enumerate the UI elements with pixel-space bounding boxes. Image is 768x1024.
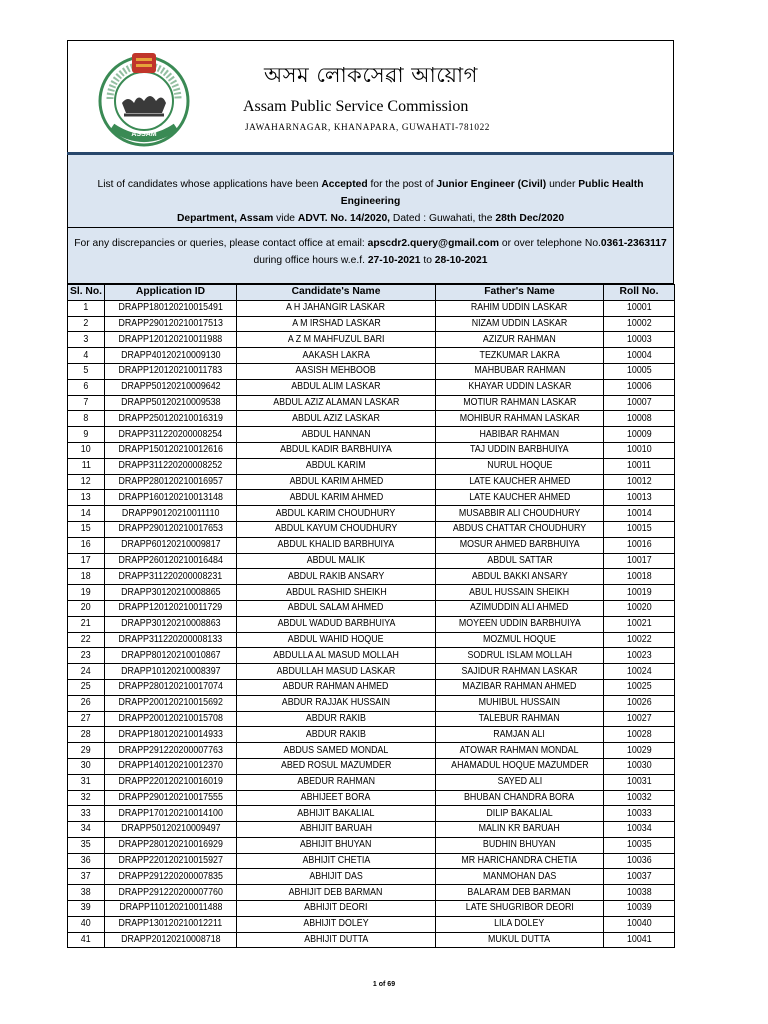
col-sl-no: Sl. No. xyxy=(68,285,105,301)
candidate-name-cell: ABDUL HANNAN xyxy=(237,427,436,443)
table-row xyxy=(68,537,675,553)
roll-no-cell: 10006 xyxy=(604,379,675,395)
application-id-cell: DRAPP20120210008718 xyxy=(105,932,237,948)
sl-no-cell: 14 xyxy=(68,506,105,522)
candidate-name-cell: ABDUL AZIZ ALAMAN LASKAR xyxy=(237,395,436,411)
sl-no-cell: 40 xyxy=(68,916,105,932)
candidate-name-cell: AASISH MEHBOOB xyxy=(237,363,436,379)
candidate-name-cell: ABDUR RAKIB xyxy=(237,727,436,743)
table-row xyxy=(68,616,675,632)
application-id-cell: DRAPP220120210015927 xyxy=(105,853,237,869)
roll-no-cell: 10002 xyxy=(604,316,675,332)
candidate-name-cell: ABHIJIT BARUAH xyxy=(237,822,436,838)
application-id-cell: DRAPP311220200008231 xyxy=(105,569,237,585)
father-name-cell: MALIN KR BARUAH xyxy=(436,822,604,838)
application-id-cell: DRAPP291220200007760 xyxy=(105,885,237,901)
roll-no-cell: 10007 xyxy=(604,395,675,411)
roll-no-cell: 10032 xyxy=(604,790,675,806)
father-name-cell: AZIMUDDIN ALI AHMED xyxy=(436,600,604,616)
roll-no-cell: 10010 xyxy=(604,442,675,458)
application-id-cell: DRAPP40120210009130 xyxy=(105,348,237,364)
application-id-cell: DRAPP140120210012370 xyxy=(105,758,237,774)
table-row xyxy=(68,885,675,901)
sl-no-cell: 20 xyxy=(68,600,105,616)
sl-no-cell: 24 xyxy=(68,664,105,680)
sl-no-cell: 2 xyxy=(68,316,105,332)
roll-no-cell: 10040 xyxy=(604,916,675,932)
page-number: 1 of 69 xyxy=(372,981,396,988)
sl-no-cell: 34 xyxy=(68,822,105,838)
candidate-name-cell: ABDUL KADIR BARBHUIYA xyxy=(237,442,436,458)
sl-no-cell: 30 xyxy=(68,758,105,774)
roll-no-cell: 10019 xyxy=(604,585,675,601)
father-name-cell: BHUBAN CHANDRA BORA xyxy=(436,790,604,806)
address: JAWAHARNAGAR, KHANAPARA, GUWAHATI-781022 xyxy=(245,122,490,132)
roll-no-cell: 10023 xyxy=(604,648,675,664)
candidate-name-cell: ABDUL WADUD BARBHUIYA xyxy=(237,616,436,632)
candidate-name-cell: ABDUL ALIM LASKAR xyxy=(237,379,436,395)
roll-no-cell: 10020 xyxy=(604,600,675,616)
table-row xyxy=(68,711,675,727)
sl-no-cell: 15 xyxy=(68,521,105,537)
father-name-cell: HABIBAR RAHMAN xyxy=(436,427,604,443)
application-id-cell: DRAPP90120210011110 xyxy=(105,506,237,522)
table-body xyxy=(68,300,675,948)
father-name-cell: ATOWAR RAHMAN MONDAL xyxy=(436,743,604,759)
roll-no-cell: 10025 xyxy=(604,679,675,695)
table-row xyxy=(68,901,675,917)
table-row xyxy=(68,916,675,932)
roll-no-cell: 10034 xyxy=(604,822,675,838)
sl-no-cell: 8 xyxy=(68,411,105,427)
father-name-cell: MUHIBUL HUSSAIN xyxy=(436,695,604,711)
sl-no-cell: 38 xyxy=(68,885,105,901)
table-row xyxy=(68,427,675,443)
candidate-name-cell: ABHIJIT DEB BARMAN xyxy=(237,885,436,901)
contact-email: apscdr2.query@gmail.com xyxy=(367,238,500,249)
roll-no-cell: 10024 xyxy=(604,664,675,680)
candidate-name-cell: A M IRSHAD LASKAR xyxy=(237,316,436,332)
candidate-name-cell: ABDUL MALIK xyxy=(237,553,436,569)
contact-phone: 0361-2363117 xyxy=(600,238,667,249)
roll-no-cell: 10030 xyxy=(604,758,675,774)
father-name-cell: SAJIDUR RAHMAN LASKAR xyxy=(436,664,604,680)
father-name-cell: MAHBUBAR RAHMAN xyxy=(436,363,604,379)
table-row xyxy=(68,521,675,537)
table-row xyxy=(68,474,675,490)
roll-no-cell: 10028 xyxy=(604,727,675,743)
roll-no-cell: 10013 xyxy=(604,490,675,506)
roll-no-cell: 10035 xyxy=(604,837,675,853)
application-id-cell: DRAPP120120210011783 xyxy=(105,363,237,379)
table-row xyxy=(68,363,675,379)
table-row xyxy=(68,822,675,838)
application-id-cell: DRAPP290120210017513 xyxy=(105,316,237,332)
sl-no-cell: 17 xyxy=(68,553,105,569)
sl-no-cell: 4 xyxy=(68,348,105,364)
application-id-cell: DRAPP50120210009538 xyxy=(105,395,237,411)
application-id-cell: DRAPP280120210016957 xyxy=(105,474,237,490)
candidate-name-cell: ABDUL KARIM xyxy=(237,458,436,474)
application-id-cell: DRAPP120120210011729 xyxy=(105,600,237,616)
table-row xyxy=(68,379,675,395)
roll-no-cell: 10008 xyxy=(604,411,675,427)
father-name-cell: ABDUS CHATTAR CHOUDHURY xyxy=(436,521,604,537)
application-id-cell: DRAPP311220200008133 xyxy=(105,632,237,648)
table-row xyxy=(68,837,675,853)
sl-no-cell: 18 xyxy=(68,569,105,585)
candidate-name-cell: ABDUL KARIM CHOUDHURY xyxy=(237,506,436,522)
application-id-cell: DRAPP311220200008254 xyxy=(105,427,237,443)
application-id-cell: DRAPP30120210008863 xyxy=(105,616,237,632)
sl-no-cell: 22 xyxy=(68,632,105,648)
sl-no-cell: 9 xyxy=(68,427,105,443)
roll-no-cell: 10016 xyxy=(604,537,675,553)
col-roll-no: Roll No. xyxy=(604,285,675,301)
candidate-name-cell: ABDUL AZIZ LASKAR xyxy=(237,411,436,427)
roll-no-cell: 10015 xyxy=(604,521,675,537)
father-name-cell: MUSABBIR ALI CHOUDHURY xyxy=(436,506,604,522)
roll-no-cell: 10037 xyxy=(604,869,675,885)
table-row xyxy=(68,395,675,411)
application-id-cell: DRAPP250120210016319 xyxy=(105,411,237,427)
candidate-name-cell: ABDUR RAHMAN AHMED xyxy=(237,679,436,695)
table-row xyxy=(68,490,675,506)
candidate-name-cell: ABEDUR RAHMAN xyxy=(237,774,436,790)
father-name-cell: MOSUR AHMED BARBHUIYA xyxy=(436,537,604,553)
col-candidate-name: Candidate's Name xyxy=(237,285,436,301)
table-row xyxy=(68,585,675,601)
table-row xyxy=(68,932,675,948)
candidate-name-cell: ABHIJIT BHUYAN xyxy=(237,837,436,853)
sl-no-cell: 19 xyxy=(68,585,105,601)
father-name-cell: MOZMUL HOQUE xyxy=(436,632,604,648)
application-id-cell: DRAPP291220200007763 xyxy=(105,743,237,759)
father-name-cell: MR HARICHANDRA CHETIA xyxy=(436,853,604,869)
application-id-cell: DRAPP150120210012616 xyxy=(105,442,237,458)
roll-no-cell: 10038 xyxy=(604,885,675,901)
father-name-cell: TEZKUMAR LAKRA xyxy=(436,348,604,364)
table-row xyxy=(68,569,675,585)
candidate-name-cell: A H JAHANGIR LASKAR xyxy=(237,300,436,316)
sl-no-cell: 21 xyxy=(68,616,105,632)
father-name-cell: TAJ UDDIN BARBHUIYA xyxy=(436,442,604,458)
application-id-cell: DRAPP120120210011988 xyxy=(105,332,237,348)
application-id-cell: DRAPP10120210008397 xyxy=(105,664,237,680)
candidate-name-cell: ABDUL RASHID SHEIKH xyxy=(237,585,436,601)
father-name-cell: SAYED ALI xyxy=(436,774,604,790)
roll-no-cell: 10003 xyxy=(604,332,675,348)
roll-no-cell: 10031 xyxy=(604,774,675,790)
table-row xyxy=(68,664,675,680)
father-name-cell: LATE KAUCHER AHMED xyxy=(436,474,604,490)
roll-no-cell: 10022 xyxy=(604,632,675,648)
roll-no-cell: 10001 xyxy=(604,300,675,316)
table-row xyxy=(68,758,675,774)
contact-notice: For any discrepancies or queries, please contact office at email: apscdr2.query@gmail.com or over telephone No.0361-2363117 during office hours w.e.f. 27-10-2021 to 28-10-2021 xyxy=(67,227,674,284)
sl-no-cell: 31 xyxy=(68,774,105,790)
candidate-name-cell: ABHIJEET BORA xyxy=(237,790,436,806)
table-row xyxy=(68,316,675,332)
candidate-name-cell: ABDUL KHALID BARBHUIYA xyxy=(237,537,436,553)
col-application-id: Application ID xyxy=(105,285,237,301)
father-name-cell: BUDHIN BHUYAN xyxy=(436,837,604,853)
table-row xyxy=(68,853,675,869)
father-name-cell: KHAYAR UDDIN LASKAR xyxy=(436,379,604,395)
accepted-notice: List of candidates whose applications have been Accepted for the post of Junior Engineer (Civil) under Public Health Engineering Department, Assam vide ADVT. No. 14/2020, Dated : Guwahati, the 28th Dec/2020 xyxy=(67,155,674,227)
father-name-cell: MUKUL DUTTA xyxy=(436,932,604,948)
letterhead xyxy=(67,40,674,152)
application-id-cell: DRAPP200120210015708 xyxy=(105,711,237,727)
application-id-cell: DRAPP291220200007835 xyxy=(105,869,237,885)
apsc-seal-logo xyxy=(92,49,196,147)
father-name-cell: AHAMADUL HOQUE MAZUMDER xyxy=(436,758,604,774)
father-name-cell: LATE SHUGRIBOR DEORI xyxy=(436,901,604,917)
table-row xyxy=(68,506,675,522)
table-row xyxy=(68,348,675,364)
table-row xyxy=(68,806,675,822)
table-row xyxy=(68,869,675,885)
table-row xyxy=(68,553,675,569)
sl-no-cell: 16 xyxy=(68,537,105,553)
candidate-table xyxy=(67,284,675,948)
sl-no-cell: 32 xyxy=(68,790,105,806)
father-name-cell: DILIP BAKALIAL xyxy=(436,806,604,822)
table-row xyxy=(68,695,675,711)
candidate-name-cell: ABDUL SALAM AHMED xyxy=(237,600,436,616)
document-page xyxy=(67,40,674,948)
sl-no-cell: 27 xyxy=(68,711,105,727)
sl-no-cell: 13 xyxy=(68,490,105,506)
roll-no-cell: 10026 xyxy=(604,695,675,711)
application-id-cell: DRAPP130120210012211 xyxy=(105,916,237,932)
svg-text:ASSAM: ASSAM xyxy=(131,131,157,138)
father-name-cell: RAMJAN ALI xyxy=(436,727,604,743)
roll-no-cell: 10017 xyxy=(604,553,675,569)
sl-no-cell: 3 xyxy=(68,332,105,348)
table-row xyxy=(68,648,675,664)
candidate-name-cell: ABHIJIT DUTTA xyxy=(237,932,436,948)
father-name-cell: RAHIM UDDIN LASKAR xyxy=(436,300,604,316)
candidate-name-cell: ABDUR RAJJAK HUSSAIN xyxy=(237,695,436,711)
father-name-cell: AZIZUR RAHMAN xyxy=(436,332,604,348)
roll-no-cell: 10029 xyxy=(604,743,675,759)
sl-no-cell: 12 xyxy=(68,474,105,490)
father-name-cell: BALARAM DEB BARMAN xyxy=(436,885,604,901)
roll-no-cell: 10011 xyxy=(604,458,675,474)
roll-no-cell: 10005 xyxy=(604,363,675,379)
col-father-name: Father's Name xyxy=(436,285,604,301)
father-name-cell: ABUL HUSSAIN SHEIKH xyxy=(436,585,604,601)
application-id-cell: DRAPP260120210016484 xyxy=(105,553,237,569)
candidate-name-cell: ABDUL RAKIB ANSARY xyxy=(237,569,436,585)
father-name-cell: LILA DOLEY xyxy=(436,916,604,932)
candidate-name-cell: ABHIJIT BAKALIAL xyxy=(237,806,436,822)
candidate-name-cell: ABDUL KAYUM CHOUDHURY xyxy=(237,521,436,537)
table-row xyxy=(68,332,675,348)
roll-no-cell: 10033 xyxy=(604,806,675,822)
candidate-name-cell: ABDUL KARIM AHMED xyxy=(237,490,436,506)
sl-no-cell: 23 xyxy=(68,648,105,664)
application-id-cell: DRAPP50120210009497 xyxy=(105,822,237,838)
table-header-row xyxy=(68,285,675,301)
father-name-cell: MAZIBAR RAHMAN AHMED xyxy=(436,679,604,695)
application-id-cell: DRAPP311220200008252 xyxy=(105,458,237,474)
sl-no-cell: 26 xyxy=(68,695,105,711)
sl-no-cell: 6 xyxy=(68,379,105,395)
roll-no-cell: 10041 xyxy=(604,932,675,948)
candidate-name-cell: ABDUL WAHID HOQUE xyxy=(237,632,436,648)
table-row xyxy=(68,790,675,806)
application-id-cell: DRAPP180120210015491 xyxy=(105,300,237,316)
sl-no-cell: 41 xyxy=(68,932,105,948)
sl-no-cell: 10 xyxy=(68,442,105,458)
roll-no-cell: 10021 xyxy=(604,616,675,632)
sl-no-cell: 28 xyxy=(68,727,105,743)
candidate-name-cell: ABHIJIT DOLEY xyxy=(237,916,436,932)
candidate-name-cell: ABED ROSUL MAZUMDER xyxy=(237,758,436,774)
father-name-cell: MANMOHAN DAS xyxy=(436,869,604,885)
candidate-name-cell: ABDUR RAKIB xyxy=(237,711,436,727)
application-id-cell: DRAPP280120210017074 xyxy=(105,679,237,695)
candidate-name-cell: ABDULLAH MASUD LASKAR xyxy=(237,664,436,680)
roll-no-cell: 10009 xyxy=(604,427,675,443)
candidate-name-cell: AAKASH LAKRA xyxy=(237,348,436,364)
roll-no-cell: 10004 xyxy=(604,348,675,364)
father-name-cell: NIZAM UDDIN LASKAR xyxy=(436,316,604,332)
application-id-cell: DRAPP170120210014100 xyxy=(105,806,237,822)
father-name-cell: MOYEEN UDDIN BARBHUIYA xyxy=(436,616,604,632)
table-row xyxy=(68,632,675,648)
candidate-name-cell: ABHIJIT CHETIA xyxy=(237,853,436,869)
table-row xyxy=(68,600,675,616)
roll-no-cell: 10039 xyxy=(604,901,675,917)
application-id-cell: DRAPP60120210009817 xyxy=(105,537,237,553)
application-id-cell: DRAPP200120210015692 xyxy=(105,695,237,711)
application-id-cell: DRAPP290120210017653 xyxy=(105,521,237,537)
table-row xyxy=(68,411,675,427)
roll-no-cell: 10018 xyxy=(604,569,675,585)
table-row xyxy=(68,679,675,695)
table-row xyxy=(68,774,675,790)
sl-no-cell: 1 xyxy=(68,300,105,316)
sl-no-cell: 37 xyxy=(68,869,105,885)
sl-no-cell: 25 xyxy=(68,679,105,695)
table-row xyxy=(68,458,675,474)
sl-no-cell: 33 xyxy=(68,806,105,822)
application-id-cell: DRAPP30120210008865 xyxy=(105,585,237,601)
application-id-cell: DRAPP50120210009642 xyxy=(105,379,237,395)
application-id-cell: DRAPP290120210017555 xyxy=(105,790,237,806)
application-id-cell: DRAPP110120210011488 xyxy=(105,901,237,917)
application-id-cell: DRAPP80120210010867 xyxy=(105,648,237,664)
candidate-name-cell: ABDULLA AL MASUD MOLLAH xyxy=(237,648,436,664)
roll-no-cell: 10027 xyxy=(604,711,675,727)
application-id-cell: DRAPP280120210016929 xyxy=(105,837,237,853)
sl-no-cell: 11 xyxy=(68,458,105,474)
sl-no-cell: 5 xyxy=(68,363,105,379)
application-id-cell: DRAPP180120210014933 xyxy=(105,727,237,743)
roll-no-cell: 10036 xyxy=(604,853,675,869)
sl-no-cell: 39 xyxy=(68,901,105,917)
sl-no-cell: 36 xyxy=(68,853,105,869)
candidate-name-cell: ABHIJIT DAS xyxy=(237,869,436,885)
father-name-cell: MOTIUR RAHMAN LASKAR xyxy=(436,395,604,411)
candidate-name-cell: ABDUS SAMED MONDAL xyxy=(237,743,436,759)
father-name-cell: NURUL HOQUE xyxy=(436,458,604,474)
candidate-name-cell: A Z M MAHFUZUL BARI xyxy=(237,332,436,348)
father-name-cell: ABDUL SATTAR xyxy=(436,553,604,569)
table-row xyxy=(68,300,675,316)
father-name-cell: ABDUL BAKKI ANSARY xyxy=(436,569,604,585)
father-name-cell: LATE KAUCHER AHMED xyxy=(436,490,604,506)
title-assamese: অসম লোকসেৱা আয়োগ xyxy=(264,63,478,87)
roll-no-cell: 10012 xyxy=(604,474,675,490)
application-id-cell: DRAPP160120210013148 xyxy=(105,490,237,506)
father-name-cell: MOHIBUR RAHMAN LASKAR xyxy=(436,411,604,427)
application-id-cell: DRAPP220120210016019 xyxy=(105,774,237,790)
candidate-name-cell: ABHIJIT DEORI xyxy=(237,901,436,917)
table-row xyxy=(68,727,675,743)
title-english: Assam Public Service Commission xyxy=(243,98,469,115)
table-row xyxy=(68,442,675,458)
candidate-name-cell: ABDUL KARIM AHMED xyxy=(237,474,436,490)
sl-no-cell: 35 xyxy=(68,837,105,853)
sl-no-cell: 29 xyxy=(68,743,105,759)
father-name-cell: SODRUL ISLAM MOLLAH xyxy=(436,648,604,664)
sl-no-cell: 7 xyxy=(68,395,105,411)
father-name-cell: TALEBUR RAHMAN xyxy=(436,711,604,727)
roll-no-cell: 10014 xyxy=(604,506,675,522)
table-row xyxy=(68,743,675,759)
